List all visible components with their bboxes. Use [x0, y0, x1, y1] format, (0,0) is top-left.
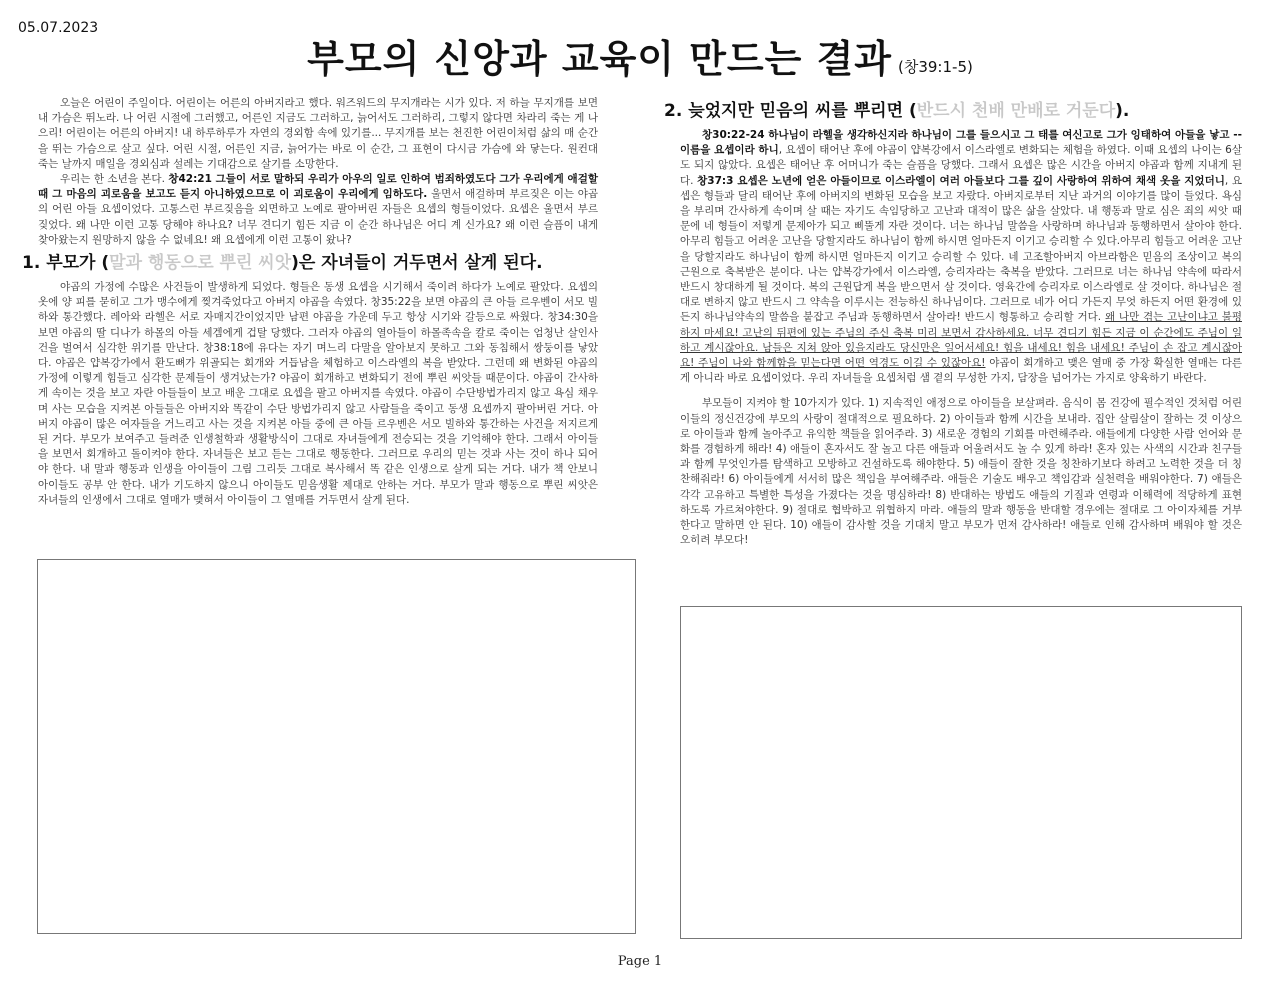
section-2-text-a: , 요셉이 태어난 후에 야곱이 얍복강에서 이스라엘로 변화되는 체험을 하였다. 이때 요셉의 나이는 6살도 되지 않았다. 요셉은 태어난 후 어머니가 죽는 슬픔을 당했다. 그래서 요셉은 많은 시간을 아버지 야곱과 함께 지내게 된다.	[680, 144, 1242, 187]
section-2-text-c: 야곱이 회개하고 맺은 열매 중 가장 확실한 열매는 다른 게 아니라 바로 요셉이었다. 우리 자녀들을 요셉처럼 샘 곁의 무성한 가지, 담장을 넘어가는 가지로 양육하기 바란다.	[680, 357, 1242, 385]
left-column	[22, 96, 598, 508]
scripture-quote-gen37: 창37:3 요셉은 노년에 얻은 아들이므로 이스라엘이 여러 아들보다 그를 깊이 사랑하여 위하여 채색 옷을 지었더니	[697, 174, 1225, 187]
section-heading-2-post: ).	[1115, 101, 1130, 121]
section-heading-2	[664, 98, 1242, 124]
title-bar	[0, 28, 1280, 83]
section-heading-1-pre: 1. 부모가 (	[22, 253, 110, 274]
date: 05.07.2023	[18, 20, 99, 36]
intro-paragraph-2-rest: 울면서 애걸하며 부르짖은 이는 야곱의 어린 아들 요셉이었다. 고통스런 부르짖음을 외면하고 노예로 팔아버린 자들은 요셉의 형들이었다. 요셉은 울면서 부르짖었다. 왜 나만 이런 고통 당해야 하나요? 너무 견디기 힘든 지금 이 순간 하나님은 어디 계 신가요? 왜 이런 슬픔이 내게 찾아왔는지 원망하지 않을 수 없네요! 왜 요셉에게 이런 고통이 왔나?	[38, 188, 598, 246]
section-1-body: 야곱의 가정에 수많은 사건들이 발생하게 되었다. 형들은 동생 요셉을 시기해서 죽이려 하다가 노예로 팔았다. 요셉의 옷에 양 피를 묻히고 그가 맹수에게 찢겨죽었다고 아버지 야곱을 속였다. 창35:22을 보면 야곱의 큰 아들 르우벤이 서모 빌하와 통간했다. 레아와 라헬은 서로 자매지간이었지만 남편 야곱을 가운데 두고 항상 시기와 갈등으로 싸웠다. 창34:30을 보면 야곱의 딸 디나가 하몰의 아들 세겜에게 겁탈 당했다. 그러자 야곱의 열아들이 하몰족속을 칼로 죽이는 엄청난 살인사건을 벌여서 심각한 위기를 만난다. 창38:18에 유다는 자기 며느리 다말을 알아보지 못하고 그와 동침해서 쌍둥이를 낳았다. 야곱은 얍복강가에서 환도뼈가 위골되는 회개와 거듭남을 체험하고 이스라엘의 복을 받았다. 그런데 왜 변화된 야곱의 가정에 이렇게 힘들고 심각한 문제들이 생겨났는가? 야곱이 회개하고 변화되기 전에 뿌린 씨앗들 때문이다. 야곱이 간사하게 속이는 것을 보고 자란 아들들이 보고 배운 그대로 요셉을 팔고 아버지를 속였다. 야곱이 수단방법가리지 않고 욕심 채우며 사는 모습을 지켜본 아들들은 아버지와 똑같이 수단 방법가리지 않고 사람들을 죽이고 동생 요셉까지 팔아버린 거다. 아버지 야곱이 많은 여자들을 거느리고 사는 것을 지켜본 아들 중에 큰 아들 르우벤은 서모 빌하와 통간하는 사건을 저지르게 된 거다. 부모가 보여주고 들려준 인생철학과 생활방식이 그대로 자녀들에게 전승되는 것을 기억해야 한다. 그래서 아이들을 보면서 회개하고 돌이켜야 한다. 자녀들은 보고 듣는 그대로 행동한다. 그러므로 우리의 믿는 것과 사는 것이 하나 되어야 한다. 내 말과 행동과 인생을 아이들이 그림 그리듯 그대로 복사해서 똑 같은 인생으로 살게 되는 거다. 내가 책 안보니 아이들도 공부 안 한다. 내가 기도하지 않으니 아이들도 믿음생활 제대로 안하는 거다. 부모가 말과 행동으로 뿌린 씨앗은 자녀들의 인생에서 그대로 열매가 맺혀서 아이들이 그 열매를 거두면서 살게 된다.	[38, 281, 598, 506]
scripture-quote-gen30: 창30:22-24 하나님이 라헬을 생각하신지라 하나님이 그를 들으시고 그 태를 여신고로 그가 잉태하여 아들을 낳고 -- 이름을 요셉이라 하니	[680, 129, 1242, 157]
section-heading-1-faint: 말과 행동으로 뿌린 씨앗	[109, 253, 292, 274]
image-placeholder-right	[680, 606, 1242, 939]
intro-paragraph-2	[38, 172, 598, 248]
section-heading-2-faint: 반드시 천배 만배로 거둔다	[916, 101, 1116, 121]
section-2-paragraph-2: 부모들이 지켜야 할 10가지가 있다. 1) 지속적인 애정으로 아이들을 보살펴라. 음식이 몸 건강에 필수적인 것처럼 어린이들의 정신건강에 부모의 사랑이 절대적으로 필요하다. 2) 아이들과 함께 시간을 보내라. 집안 살림살이 잘하는 것 이상으로 아이들과 함께 놀아주고 유익한 책들을 읽어주라. 3) 새로운 경험의 기회를 마련해주라. 애들에게 다양한 사람 언어와 문화를 경험하게 해라! 4) 애들이 혼자서도 잘 놀고 다른 애들과 어울려서도 놀 수 있게 하라! 혼자 있는 사색의 시간과 친구들과 함께 무엇인가를 탐색하고 모방하고 건설하도록 해야한다. 5) 애들이 잘한 것을 칭찬하기보다 하려고 노력한 것을 더 칭찬해줘라! 6) 아이들에게 서서히 많은 책임을 부여해주라. 애들은 기술도 배우고 책임감과 실천력을 배워야한다. 7) 애들은 각각 고유하고 특별한 특성을 가졌다는 것을 명심하라! 8) 반대하는 방법도 애들의 기질과 연령과 이해력에 적당하게 표현하도록 가르쳐야한다. 9) 절대로 협박하고 위협하지 마라. 애들의 말과 행동을 반대할 경우에는 절대로 그 아이자체를 거부한다고 말하면 안 된다. 10) 애들이 감사할 것을 기대치 말고 부모가 먼저 감사하라! 애들로 인해 감사하며 배워야 할 것은 오히려 부모다!	[680, 397, 1242, 547]
scripture-reference: (창39:1-5)	[898, 58, 973, 76]
section-heading-1	[22, 250, 598, 276]
intro-paragraph-2-text: 우리는 한 소년을 본다.	[60, 173, 169, 186]
section-heading-2-pre: 2. 늦었지만 믿음의 씨를 뿌리면 (	[664, 101, 917, 121]
image-placeholder-left	[37, 559, 636, 934]
page-title: 부모의 신앙과 교육이 만드는 결과	[307, 37, 892, 81]
scripture-quote-gen42: 창42:21 그들이 서로 말하되 우리가 아우의 일로 인하여 범죄하였도다 그가 우리에게 애걸할 때 그 마음의 괴로움을 보고도 듣지 아니하였으므로 이 괴로움이 우리에게 임하도다.	[38, 173, 598, 201]
section-2-text-b: , 요셉은 형들과 달리 태어난 후에 아버지의 변화된 모습을 보고 자랐다. 아버지로부터 지난 과거의 이야기를 많이 들었다. 욕심을 부리며 간사하게 속이며 살 때는 자기도 속임당하고 고난과 대적이 많은 삶을 살았다. 내 행동과 말로 심은 죄의 씨앗 때문에 네 형들이 저렇게 문제아가 되고 삐뚤게 자란 것이다. 너는 하나님 말씀을 사랑하며 하나님과 동행하면서 살아야 한다. 아무리 힘들고 어려운 고난을 당할지라도 하나님이 함께 하시면 얼마든지 이기고 승리할 수 있다.아무리 힘들고 어려운 고난을 당할지라도 하나님이 함께 하시면 얼마든지 이기고 승리할 수 있다. 네 고조할아버지 아브라함은 믿음의 조상이고 복의 근원으로 축복받은 분이다. 나는 얍복강가에서 이스라엘, 승리자라는 축복을 받았다. 그러므로 너는 하나님 약속에 따라서 반드시 창대하게 될 것이다. 복의 근원답게 복을 받으면서 살 것이다. 영육간에 승리자로 이스라엘로 살 것이다. 하나님은 절대로 변하지 않고 반드시 그 약속을 이루시는 전능하신 하나님이다. 그러므로 네가 어디 가든지 무엇 하든지 어떤 환경에 있든지 하나님약속의 말씀을 붙잡고 주님과 동행하면서 살아라! 반드시 형통하고 승리할 거다.	[680, 174, 1242, 324]
intro-paragraph-1: 오늘은 어린이 주일이다. 어린이는 어른의 아버지라고 했다. 워즈워드의 무지개라는 시가 있다. 저 하늘 무지개를 보면 내 가슴은 뛰노라. 나 어린 시절에 그러했고, 어른인 지금도 그러하고, 늙어서도 그러하리, 그렇지 않다면 차라리 죽는 게 나으리! 어린이는 어른의 아버지! 내 하루하루가 자연의 경외함 속에 있기를... 무지개를 보는 천진한 어린이처럼 삶의 매 순간을 뛰는 가슴으로 살고 싶다. 어린 시절, 어른인 지금, 늙어가는 바로 이 순간, 그 표현이 다시금 가슴에 와 닿는다. 원컨대 죽는 날까지 매일을 경외심과 설레는 기대감으로 살기를 소망한다.	[38, 97, 598, 170]
underlined-exhortation: 왜 나만 겪는 고난이냐고 불평하지 마세요! 고난의 뒤편에 있는 주님의 주신 축복 미리 보면서 감사하세요. 너무 견디기 힘든 지금 이 순간에도 주님이 일하고 계시잖아요. 남들은 지쳐 앉아 있을지라도 당신만은 일어서세요! 힘을 내세요! 힘을 내세요! 주님이 손 잡고 계시잖아요! 주님이 나와 함께함을 믿는다면 어떤 역경도 이길 수 있잖아요!	[680, 311, 1242, 370]
section-heading-1-post: )은 자녀들이 거두면서 살게 된다.	[291, 253, 543, 274]
right-column	[664, 96, 1242, 548]
page-number: Page 1	[617, 954, 663, 969]
section-2-paragraph-1	[680, 128, 1242, 386]
